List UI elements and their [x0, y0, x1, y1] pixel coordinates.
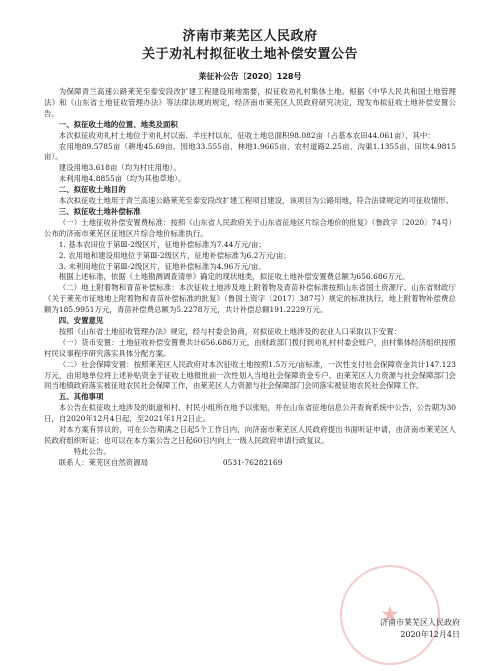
section-1-paragraph-4: 未利用地4.8855亩（均为其他草地）。 — [58, 174, 186, 184]
section-4-paragraph-1: 按照《山东省土地征收管理办法》规定，经与村委会协商，对拟征收土地涉及的农业人口采取以下安置： — [58, 326, 402, 336]
section-3-1-list-item-3: 3. 未利用地位于第Ⅲ-2级区片，征地补偿标准为4.96万元/亩。 — [58, 261, 266, 271]
section-3-1-heading: （一）土地征收补偿安置费标准： — [58, 217, 171, 227]
section-3-2-heading: （二）地上附着物和青苗补偿标准： — [58, 283, 179, 293]
official-seal — [340, 565, 440, 665]
section-4-2-paragraph: （二）社会保障安置：按照莱芜区人民政府对本次征收土地按照1.5万元/亩标准，一次性支付社会保障资金共计147.123万元，由用地单位将上述补贴资金于征收土地报批前一次性划入当地社会保障资金专户。由莱芜区人力资源与社会保障部门会同当地镇政府落实被征地农民社会保障工作，由莱芜区人力资源与社会保障部门会同落实被征地农民社会保障工作。 — [44, 359, 456, 391]
section-3-1-paragraph-2: 根据上述标准，依据《土地勘测调查清单》确定的现状地类，拟征收土地补偿安置费总额为656.686万元。 — [58, 272, 410, 282]
contact-label: 联系人：莱芜区自然资源局 — [58, 457, 149, 467]
title-line-1: 济南市莱芜区人民政府 — [182, 29, 318, 44]
section-3-1-text: 按照《山东省人民政府关于山东省征地区片综合地价的批复》（鲁政字〔2020〕74号）公布的济南市莱芜区征地区片综合地价标准执行。 — [44, 217, 456, 238]
section-5-heading: 五、其他事项 — [58, 392, 104, 402]
section-3-2-text: 本次征收土地涉及地上附着物及青苗补偿标准按照山东省国土资源厅、山东省财政厅《关于莱芜市征地地上附着物和青苗补偿标准的批复》（鲁国土资字〔2017〕387号）规定的标准执行，地上附着物补偿费总额为185.9951万元，青苗补偿费总额为5.2278万元，共计补偿总额191.2229万元。 — [44, 283, 456, 315]
section-4-1-paragraph: （一）货币安置：土地征收补偿安置费共计656.686万元，由财政部门拨付到劝礼村村委会账户，由村集体经济组织按照村民议事程序研究落实具体分配方案。 — [44, 337, 456, 358]
contact-line — [44, 458, 456, 469]
section-2-paragraph-1: 本次拟征收土地用于青兰高速公路莱芜至泰安段改扩建工程项目建设，该项目为公路用地，符合法律规定的可征收情形。 — [58, 196, 454, 206]
section-5-paragraph-1: 本公告在拟征收土地涉及的街道和村、村民小组所在地予以张贴，并在山东省征地信息公开查询系统中公告，公告期为30日，自2020年12月4日起，至2021年1月2日止。 — [44, 403, 456, 424]
section-5-paragraph-2: 对本方案有异议的，可在公告期满之日起5个工作日内，向济南市莱芜区人民政府提出书面听证申请，由济南市莱芜区人民政府组织听证；也可以在本方案公告之日起60日内向上一级人民政府申请行政复议。 — [44, 425, 456, 445]
section-3-1-list-item-2: 2. 农用地和建设用地位于第Ⅲ-2级区片，征地补偿标准为6.2万元/亩； — [58, 250, 291, 260]
closing-text: 特此公告。 — [73, 446, 111, 456]
contact-phone: 0531-76282169 — [222, 457, 283, 467]
section-4-heading: 四、安置意见 — [58, 316, 104, 326]
section-1-paragraph-3: 建设用地3.618亩（均为村庄用地）。 — [58, 163, 181, 173]
document-body — [44, 87, 456, 469]
document-number: 莱征补公告〔2020〕128号 — [198, 72, 302, 81]
section-1-heading: 一、拟征收土地的位置、地类及面积 — [58, 119, 178, 129]
title-line-2: 关于劝礼村拟征收土地补偿安置公告 — [141, 47, 358, 62]
document-title — [44, 28, 456, 64]
section-2-heading: 二、拟征收土地目的 — [58, 185, 126, 195]
section-3-heading: 三、拟征收土地补偿标准 — [58, 206, 141, 216]
signature-organization: 济南市莱芜区人民政府 — [380, 618, 460, 627]
section-3-2-paragraph-1 — [44, 283, 456, 316]
signature-block — [380, 617, 460, 641]
signature-date: 2020年12月4日 — [400, 630, 460, 639]
section-3-1-paragraph-1 — [44, 218, 456, 240]
section-1-paragraph-1: 本次拟征收劝礼村土地位于劝礼村以南、羊庄村以东，征收土地总面积98.082亩（占基本农田44.061亩），其中： — [58, 130, 435, 140]
intro-paragraph: 为保障青兰高速公路莱芜至泰安段改扩建工程建设用地需要，拟征收劝礼村集体土地。根据《中华人民共和国土地管理法》和《山东省土地征收管理办法》等法律法规的规定，经济南市莱芜区人民政府研究决定，现发布拟征收土地补偿安置公告。 — [44, 87, 456, 118]
section-3-1-list-item-1: 1. 基本农田位于第Ⅲ-2级区片，征地补偿标准为7.44万元/亩； — [58, 239, 266, 249]
section-1-paragraph-2: 农用地89.5785亩（耕地45.69亩、园地33.555亩、林地1.9665亩、农村道路2.25亩、沟渠1.1355亩、田坎4.9815亩）。 — [44, 141, 456, 162]
